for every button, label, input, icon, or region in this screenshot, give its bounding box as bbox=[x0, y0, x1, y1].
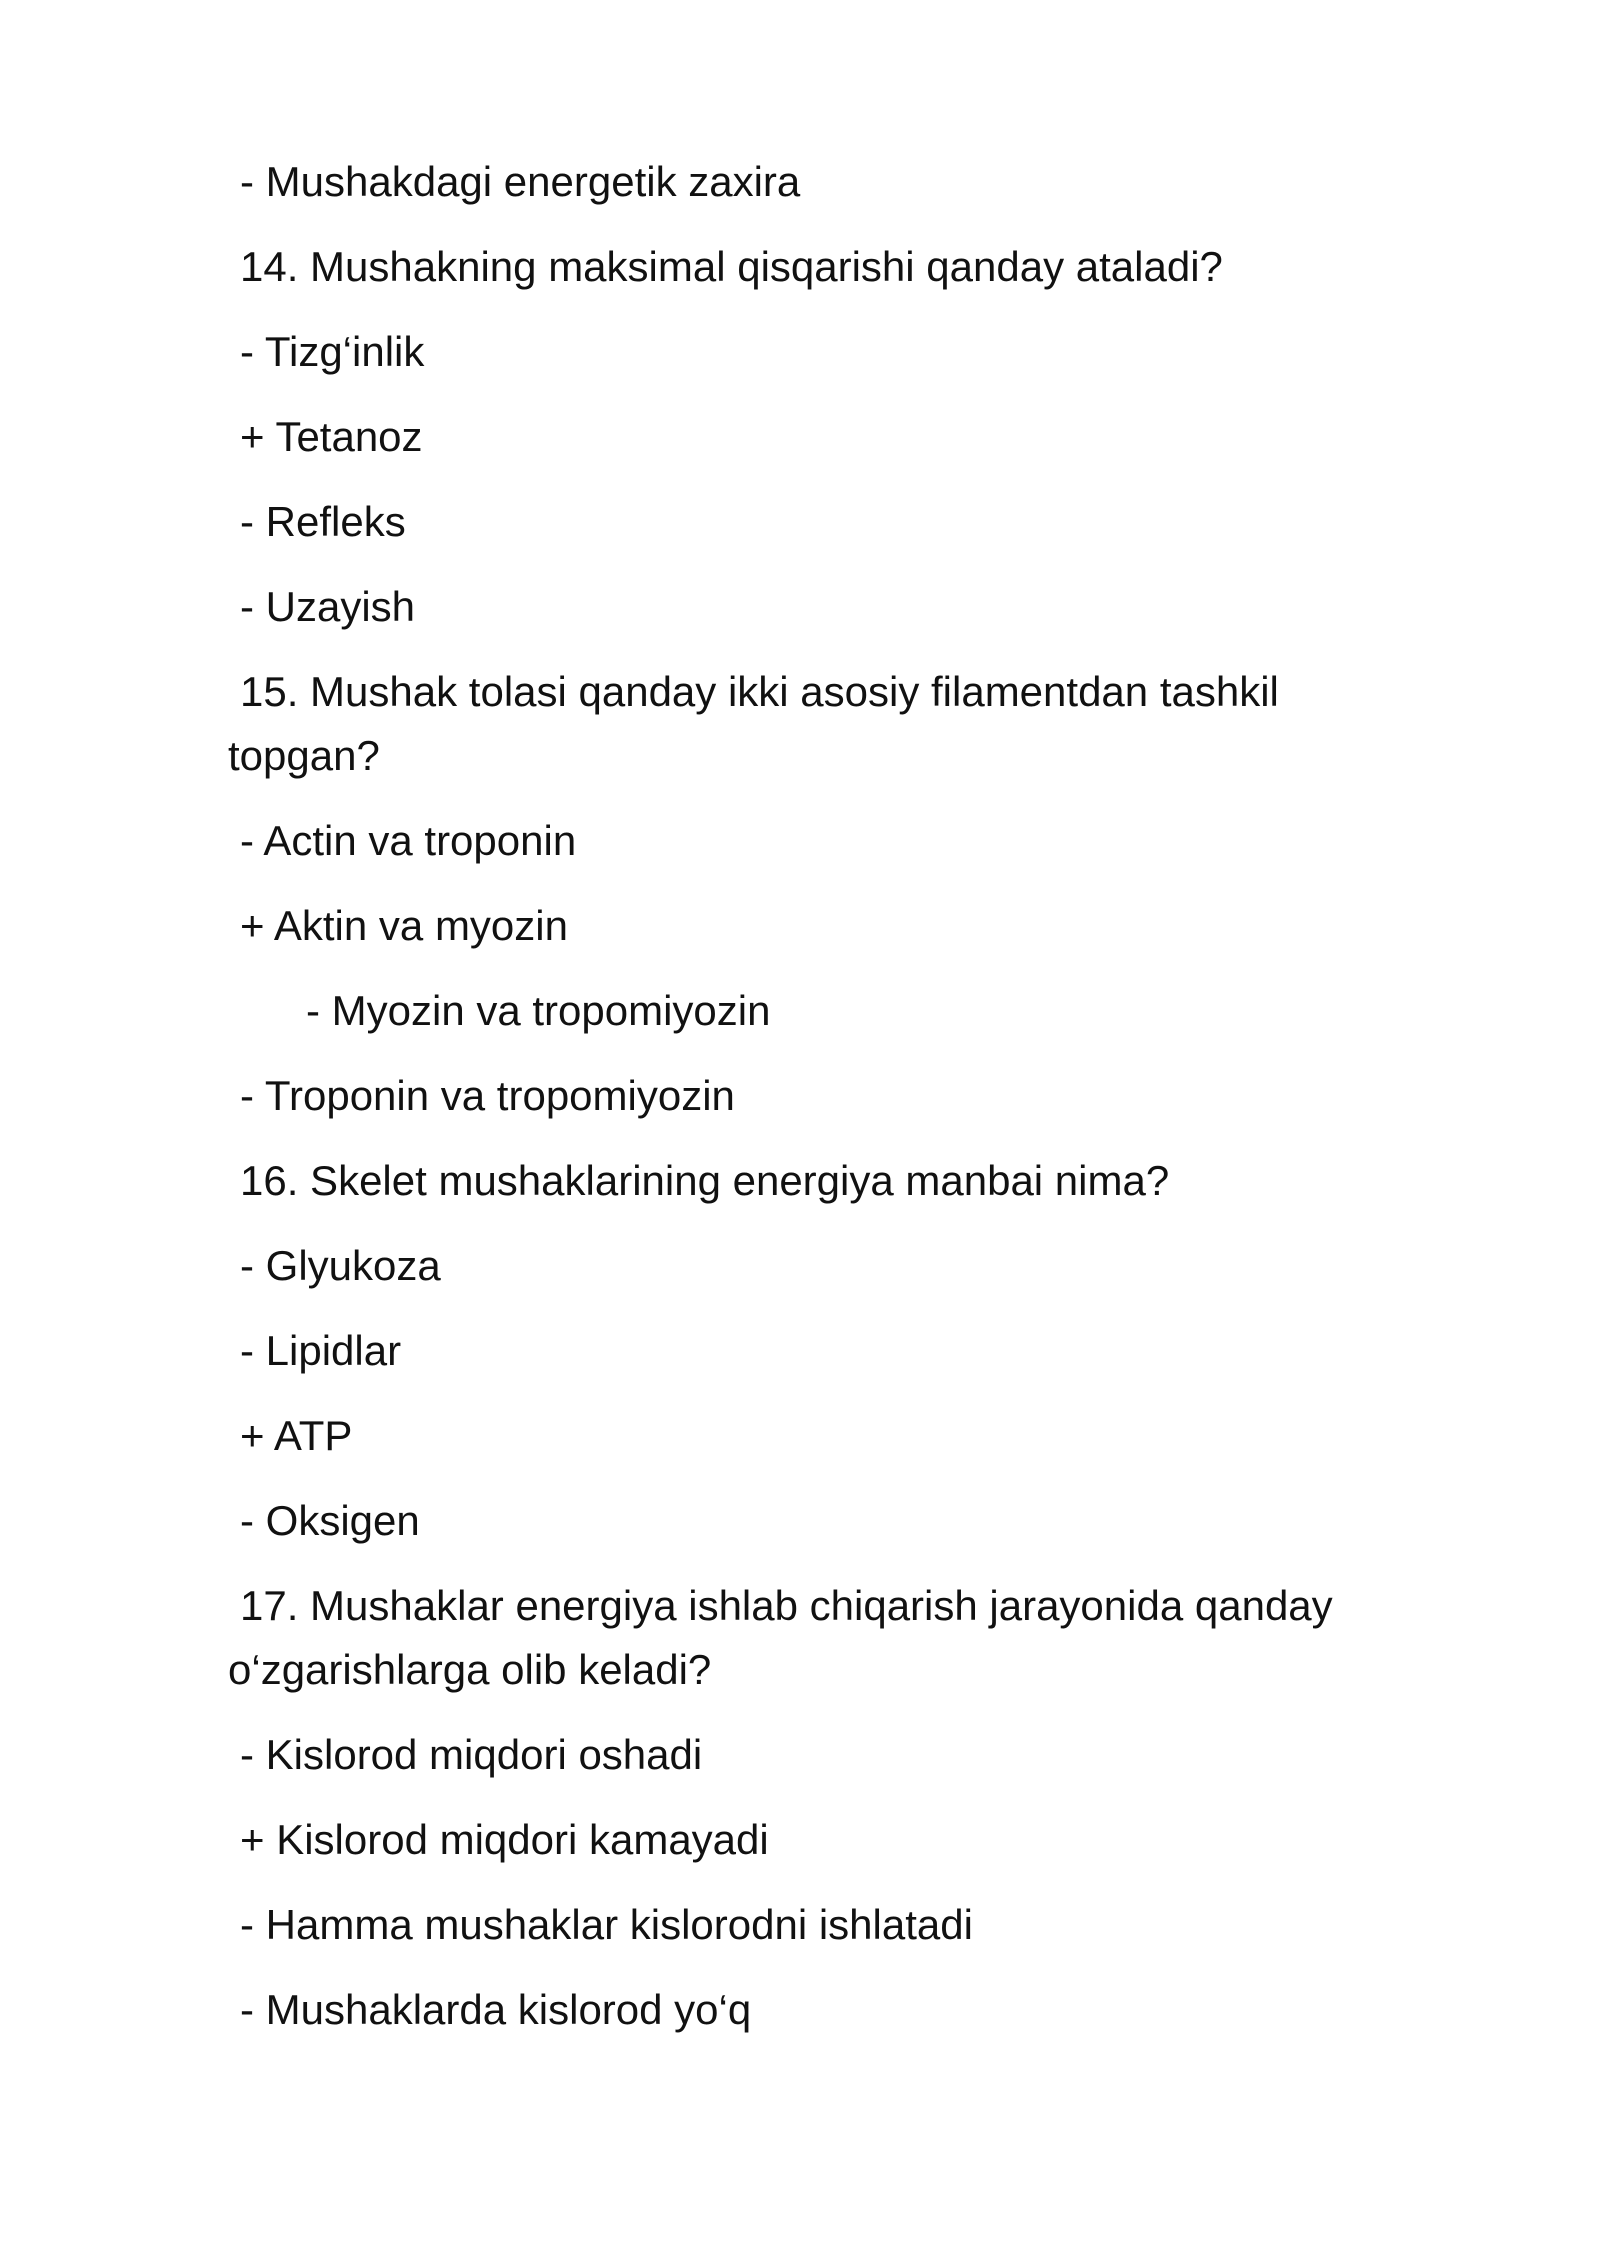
answer-option: - Refleks bbox=[240, 498, 406, 545]
answer-option-correct: + Kislorod miqdori kamayadi bbox=[240, 1816, 769, 1863]
answer-option: - Uzayish bbox=[240, 583, 416, 630]
answer-option: - Actin va troponin bbox=[240, 817, 577, 864]
question-17: 17. Mushaklar energiya ishlab chiqarish jarayonida qanday o‘zgarishlarga olib keladi? bbox=[228, 1582, 1333, 1693]
answer-option-correct: + Aktin va myozin bbox=[240, 902, 568, 949]
answer-option-correct: + ATP bbox=[240, 1412, 353, 1459]
answer-option: - Kislorod miqdori oshadi bbox=[240, 1731, 703, 1778]
quiz-content bbox=[228, 150, 1408, 2063]
answer-option-correct: + Tetanoz bbox=[240, 413, 423, 460]
answer-option: - Glyukoza bbox=[240, 1242, 441, 1289]
answer-option: - Mushaklarda kislorod yo‘q bbox=[240, 1986, 752, 2033]
answer-option: - Oksigen bbox=[240, 1497, 420, 1544]
question-14: 14. Mushakning maksimal qisqarishi qanday ataladi? bbox=[240, 243, 1223, 290]
answer-option: - Tizg‘inlik bbox=[240, 328, 425, 375]
answer-option: - Troponin va tropomiyozin bbox=[240, 1072, 735, 1119]
answer-option: - Mushakdagi energetik zaxira bbox=[240, 158, 801, 205]
question-15: 15. Mushak tolasi qanday ikki asosiy filamentdan tashkil topgan? bbox=[228, 668, 1279, 779]
answer-option: - Lipidlar bbox=[240, 1327, 402, 1374]
question-16: 16. Skelet mushaklarining energiya manbai nima? bbox=[240, 1157, 1170, 1204]
answer-option: - Myozin va tropomiyozin bbox=[306, 987, 771, 1034]
answer-option: - Hamma mushaklar kislorodni ishlatadi bbox=[240, 1901, 973, 1948]
